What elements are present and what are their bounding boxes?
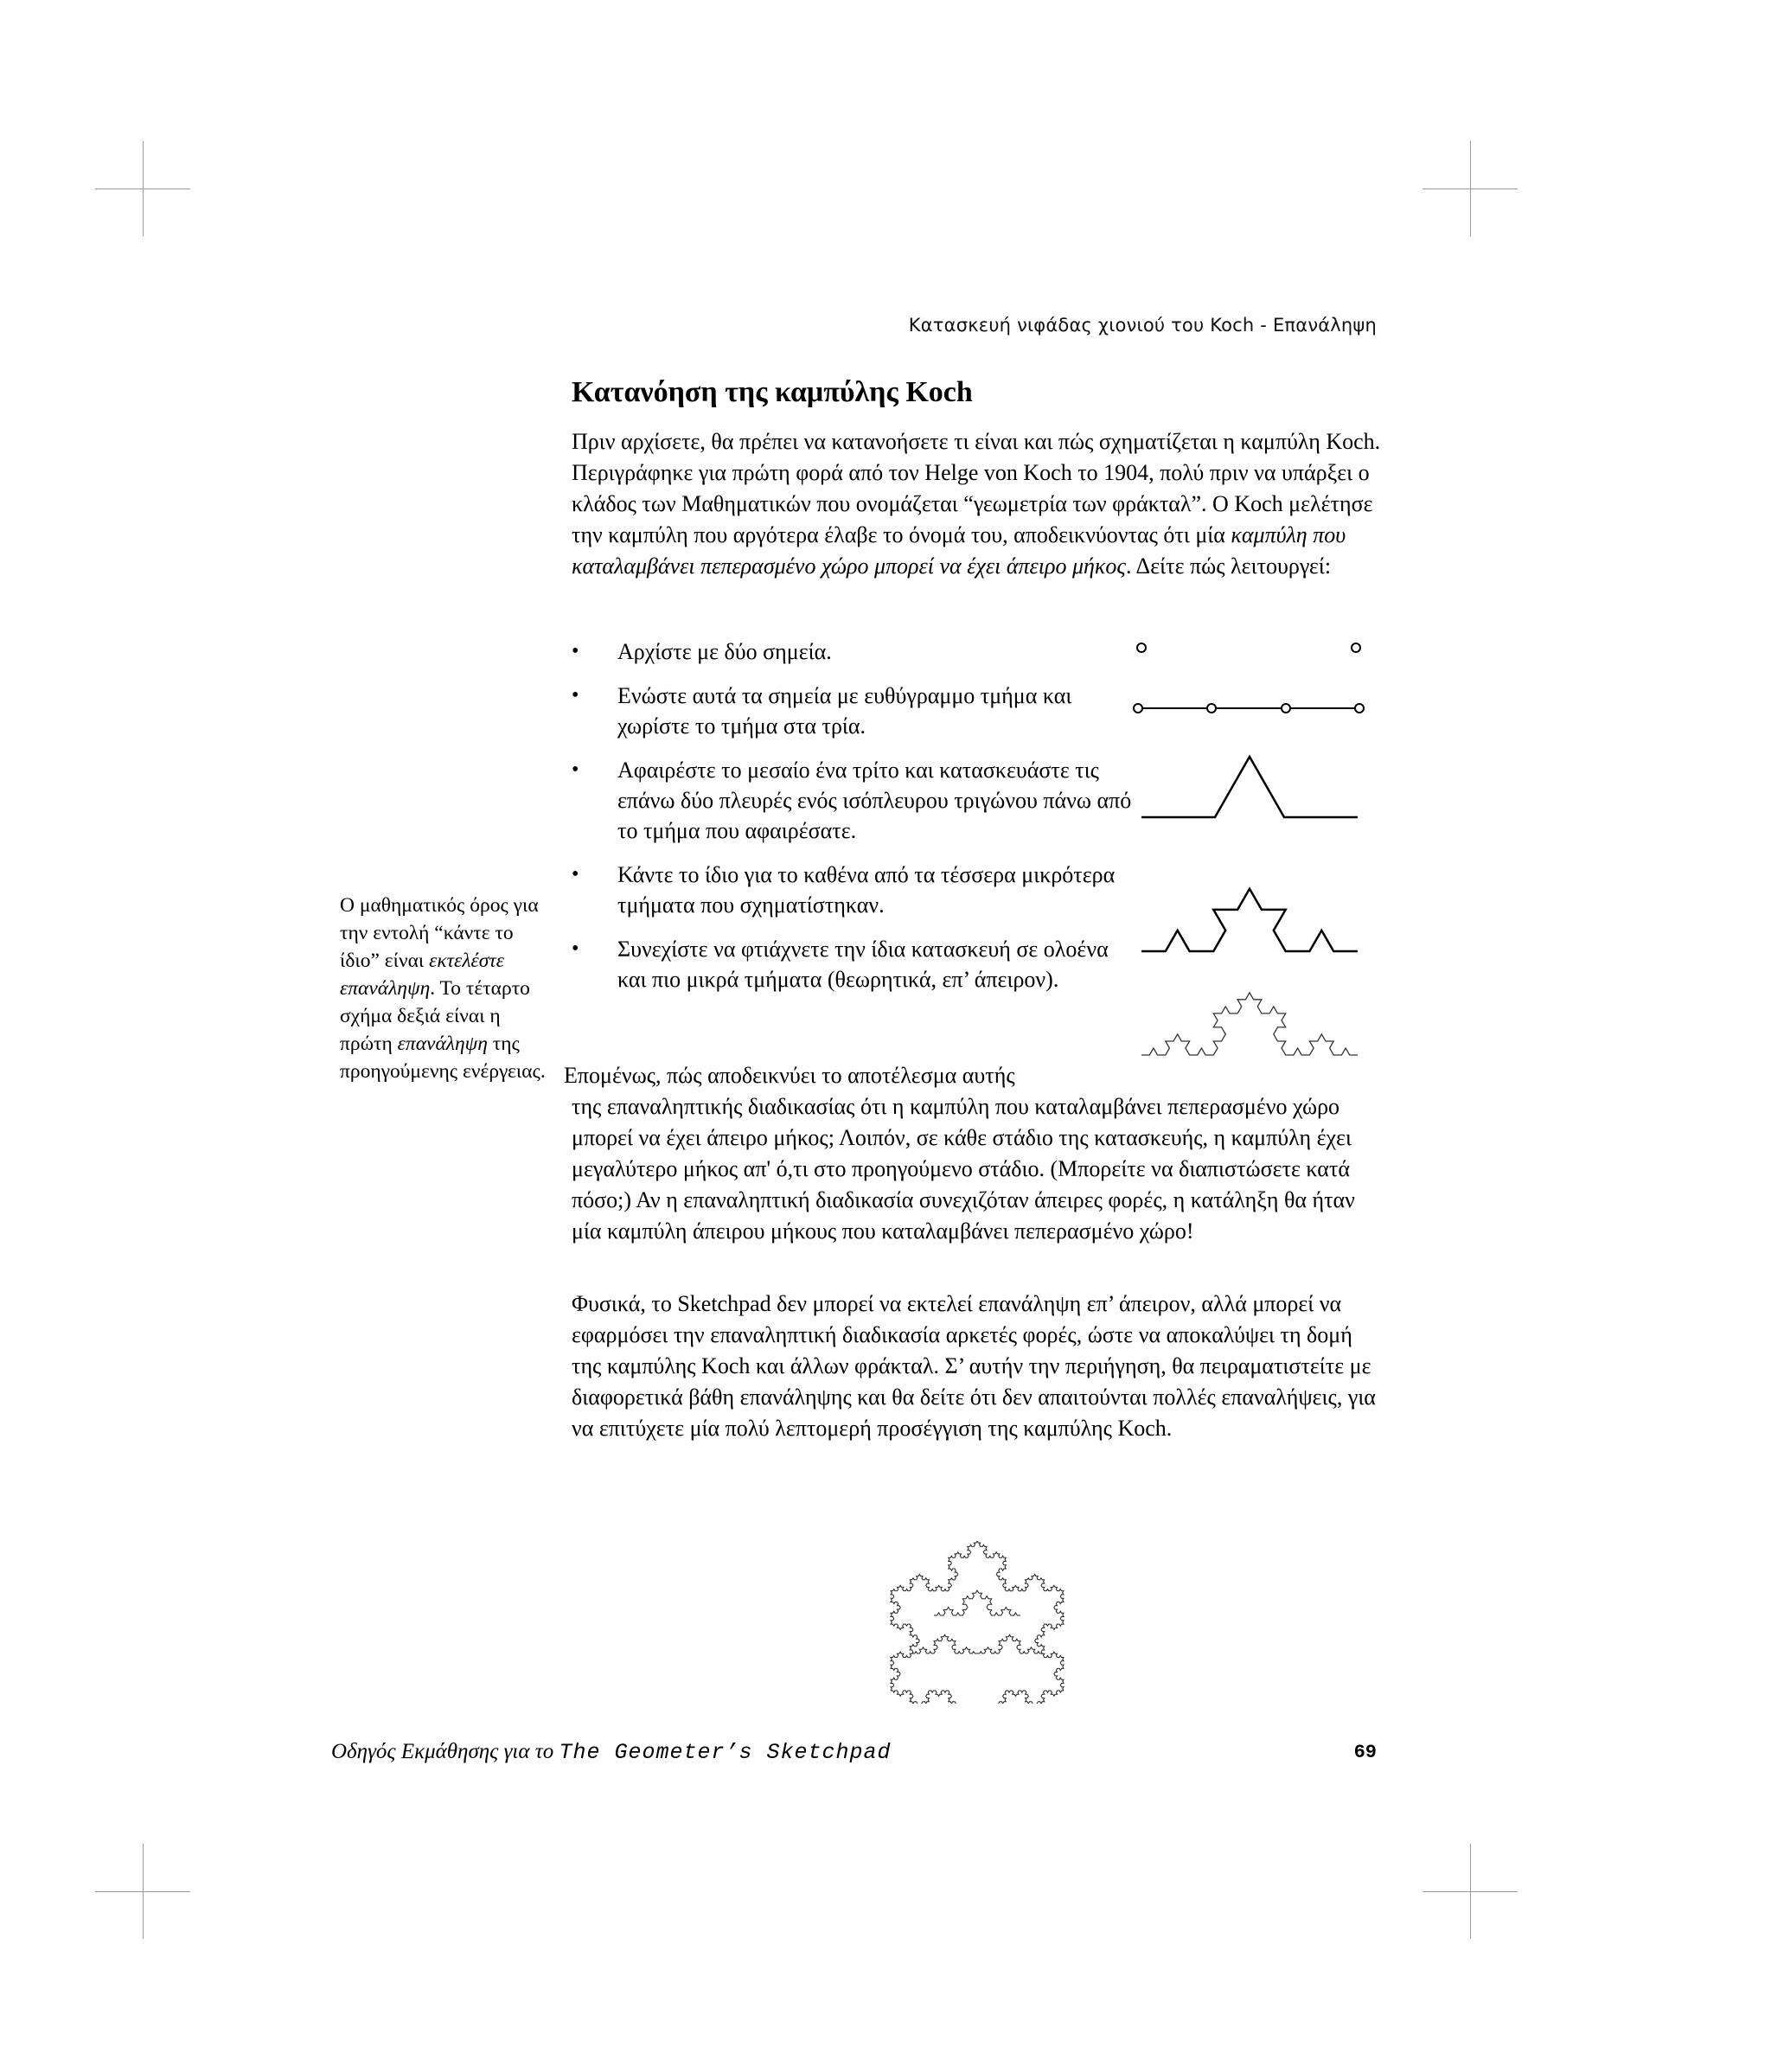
step-text: Ενώστε αυτά τα σημεία με ευθύγραμμο τμήμα και χωρίστε το τμήμα στα τρία. <box>617 683 1072 739</box>
running-header: Κατασκευή νιφάδας χιονιού του Koch - Επανάληψη <box>908 315 1377 336</box>
list-item <box>572 636 1142 667</box>
bullet-icon: • <box>572 758 579 781</box>
point-icon <box>1207 704 1216 713</box>
footer-title <box>331 1740 892 1765</box>
koch-iteration-3-figure <box>1133 982 1375 1064</box>
margin-note <box>340 892 547 1085</box>
intro-text: Πριν αρχίσετε, θα πρέπει να κατανοήσετε τι είναι και πώς σχηματίζεται η καμπύλη Koch. Περιγράφηκε για πρώτη φορά από τον Helge von Koch το 1904, πολύ πριν να υπάρξει ο κλάδος των Μαθηματικών που ονομάζεται “γεωμετρία των φράκταλ”. Ο Koch μελέτησε την καμπύλη που αργότερα έλαβε το όνομά του, αποδεικνύοντας ότι μία <box>572 429 1381 547</box>
koch-fractal-figure <box>873 1513 1081 1704</box>
bullet-icon: • <box>572 684 579 707</box>
intro-emphasis: καμπύλη που καταλαμβάνει πεπερασμένο χώρο μπορεί να έχει άπειρο μήκος <box>572 522 1346 579</box>
construction-steps-list <box>572 636 1142 1008</box>
list-item <box>572 860 1142 920</box>
footer-product-name: The Geometer’s Sketchpad <box>559 1740 892 1765</box>
crop-mark <box>143 1844 144 1939</box>
list-item <box>572 934 1142 994</box>
point-icon <box>1282 704 1290 713</box>
section-title: Κατανόηση της καμπύλης Koch <box>572 376 973 408</box>
list-item <box>572 681 1142 741</box>
bullet-icon: • <box>572 937 579 960</box>
koch-iteration-2-figure <box>1133 878 1375 960</box>
point-icon <box>1352 643 1360 652</box>
point-icon <box>1355 704 1364 713</box>
margin-note-text: Ο μαθηματικός όρος για την εντολή “κάντε το ίδιο” είναι <box>340 894 539 972</box>
crop-mark <box>143 141 144 236</box>
margin-note-text: της προηγούμενης ενέργειας. <box>340 1033 546 1083</box>
divided-segment-figure <box>1124 696 1375 722</box>
crop-mark <box>1470 141 1471 236</box>
list-item <box>572 755 1142 846</box>
bullet-icon: • <box>572 863 579 886</box>
bullet-icon: • <box>572 640 579 662</box>
step-text: Συνεχίστε να φτιάχνετε την ίδια κατασκευή σε ολοένα και πιο μικρά τμήματα (θεωρητικά, επ’ άπειρον). <box>617 937 1109 992</box>
step-text: Αφαιρέστε το μεσαίο ένα τρίτο και κατασκευάστε τις επάνω δύο πλευρές ενός ισόπλευρου τριγώνου πάνω από το τμήμα που αφαιρέσατε. <box>617 758 1132 843</box>
conclusion-lead: Επομένως, πώς αποδεικνύει το αποτέλεσμα αυτής <box>564 1063 1015 1088</box>
margin-note-emphasis: εκτελέστε επανάληψη <box>340 950 505 1000</box>
margin-note-emphasis: επανάληψη <box>397 1033 488 1055</box>
point-icon <box>1137 643 1146 652</box>
step-text: Αρχίστε με δύο σημεία. <box>617 639 832 664</box>
two-points-figure <box>1124 636 1375 662</box>
footer-guide-label: Οδηγός Εκμάθησης για το <box>331 1740 559 1763</box>
margin-note-text: . Το τέταρτο σχήμα δεξιά είναι η πρώτη <box>340 977 530 1055</box>
sketchpad-paragraph: Φυσικά, το Sketchpad δεν μπορεί να εκτελεί επανάληψη επ’ άπειρον, αλλά μπορεί να εφαρμόσει την επαναληπτική διαδικασία αρκετές φορές, ώστε να αποκαλύψει τη δομή της καμπύλης Koch και άλλων φράκταλ. Σ’ αυτήν την περιήγηση, θα πειραματιστείτε με διαφορετικά βάθη επανάληψης και θα δείτε ότι δεν απαιτούνται πολλές επαναλήψεις, για να επιτύχετε μία πολύ λεπτομερή προσέγγιση της καμπύλης Koch. <box>572 1291 1376 1441</box>
intro-text-end: . Δείτε πώς λειτουργεί: <box>1125 553 1332 579</box>
crop-mark <box>1470 1844 1471 1939</box>
conclusion-paragraph: της επαναληπτικής διαδικασίας ότι η καμπύλη που καταλαμβάνει πεπερασμένο χώρο μπορεί να έχει άπειρο μήκος; Λοιπόν, σε κάθε στάδιο της κατασκευής, η καμπύλη έχει μεγαλύτερο μήκος απ' ό,τι στο προηγούμενο στάδιο. (Μπορείτε να διαπιστώσετε κατά πόσο;) Αν η επαναληπτική διαδικασία συνεχιζόταν άπειρες φορές, η κατάληξη θα ήταν μία καμπύλη άπειρου μήκους που καταλαμβάνει πεπερασμένο χώρο! <box>572 1094 1355 1244</box>
point-icon <box>1134 704 1142 713</box>
step-text: Κάντε το ίδιο για το καθένα από τα τέσσερα μικρότερα τμήματα που σχηματίστηκαν. <box>617 862 1116 918</box>
koch-iteration-1-figure <box>1133 744 1375 830</box>
intro-paragraph <box>572 426 1384 582</box>
page-number: 69 <box>1353 1742 1377 1763</box>
